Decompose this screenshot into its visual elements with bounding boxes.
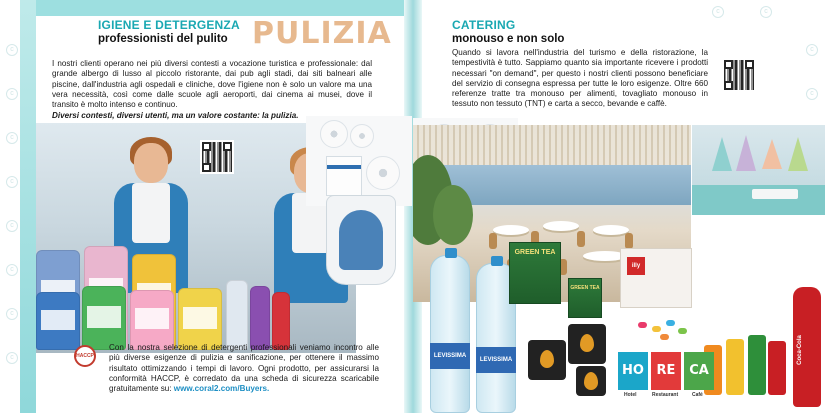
table-setting-photo bbox=[692, 125, 825, 215]
detergent-bottles bbox=[36, 215, 336, 350]
watermark-icon: c bbox=[806, 44, 818, 56]
cola-bottle: Coca-Cola bbox=[793, 287, 821, 407]
watermark-icon: c bbox=[6, 132, 18, 144]
horeca-logo bbox=[618, 352, 716, 402]
tea-box: GREEN TEA bbox=[509, 242, 561, 304]
soda-can bbox=[748, 335, 766, 395]
watermark-icon: c bbox=[760, 6, 772, 18]
qr-code-icon[interactable] bbox=[722, 58, 756, 92]
dispenser-illustration bbox=[326, 195, 396, 285]
horeca-caption-hotel: Hotel bbox=[624, 392, 637, 398]
soda-can bbox=[768, 341, 786, 395]
haccp-badge: HACCP bbox=[74, 345, 96, 367]
closing-paragraph: Con la nostra selezione di detergenti professionali veniamo incontro alle più diverse esigenze di pulizia e sanificazione, per ottenere il massimo risultato ottimizzando i tempi di lavoro. Ogni prodotto, per assicurarsi la conformità HACCP, è corredato da una scheda di sicurezza scaricabile gratuitamente su: www.coral2.com/Buyers. bbox=[109, 343, 379, 394]
water-bottle: LEVISSIMA bbox=[430, 255, 470, 413]
right-header bbox=[452, 18, 564, 45]
section-subtitle: professionisti del pulito bbox=[98, 33, 228, 45]
page-title: PULIZIA bbox=[252, 16, 392, 51]
watermark-icon: c bbox=[6, 308, 18, 320]
catering-paragraph: Quando si lavora nell'industria del turismo e della ristorazione, la tempestività è tutto. Sappiamo quanto sia importante ricevere i prodotti necessari "on demand", per questo i nostri clienti possono beneficiare del servizio di consegna espressa per tutte le loro esigenze. Oltre 660 referenze tratte tra monouso per alimenti, tovagliato monouso in tessuto non tessuto (TNT) e carta a secco, bevande e caffè. bbox=[452, 48, 708, 109]
water-bottle: LEVISSIMA bbox=[476, 263, 516, 413]
intro-paragraph: I nostri clienti operano nei più diversi contesti a vocazione turistica e professionale: dal grande albergo di lusso al piccolo ristorante, dai pub agli stadi, dai siti balneari alle piscine, dall'industria agli ospedali e cliniche, dove l'igiene non è solo un valore ma una vera necessità, così come dalle scuole agli aeroporti, dai cinema ai musei, dove il transito è molto intenso e continuo. bbox=[52, 59, 372, 110]
coffee-pod bbox=[576, 366, 606, 396]
horeca-letters-ho: HO bbox=[618, 352, 648, 390]
watermark-icon: c bbox=[712, 6, 724, 18]
qr-code-icon[interactable] bbox=[200, 140, 234, 174]
coffee-pod bbox=[568, 324, 606, 364]
buyers-link[interactable]: www.coral2.com/Buyers. bbox=[173, 384, 270, 394]
teal-band-top bbox=[20, 0, 412, 16]
section-subtitle: monouso e non solo bbox=[452, 33, 565, 45]
horeca-caption-cafe: Café bbox=[692, 392, 703, 398]
watermark-icon: c bbox=[6, 220, 18, 232]
paper-products-photo bbox=[306, 116, 412, 206]
tea-box-small: GREEN TEA bbox=[568, 278, 602, 318]
teal-band-side bbox=[20, 0, 36, 413]
coffee-box: illy bbox=[620, 248, 692, 308]
watermark-icon: c bbox=[6, 352, 18, 364]
section-kicker: CATERING bbox=[452, 18, 516, 32]
watermark-icon: c bbox=[806, 88, 818, 100]
soda-can bbox=[726, 339, 744, 395]
horeca-letters-ca: CA bbox=[684, 352, 714, 390]
emphasis-line: Diversi contesti, diversi utenti, ma un valore costante: la pulizia. bbox=[52, 111, 299, 120]
horeca-caption-restaurant: Restaurant bbox=[652, 392, 679, 398]
left-header bbox=[98, 18, 240, 45]
watermark-icon: c bbox=[6, 264, 18, 276]
section-kicker: IGIENE E DETERGENZA bbox=[98, 18, 240, 32]
watermark-icon: c bbox=[6, 176, 18, 188]
watermark-icon: c bbox=[6, 44, 18, 56]
horeca-letters-re: RE bbox=[651, 352, 681, 390]
coffee-pod bbox=[528, 340, 566, 380]
watermark-icon: c bbox=[6, 88, 18, 100]
